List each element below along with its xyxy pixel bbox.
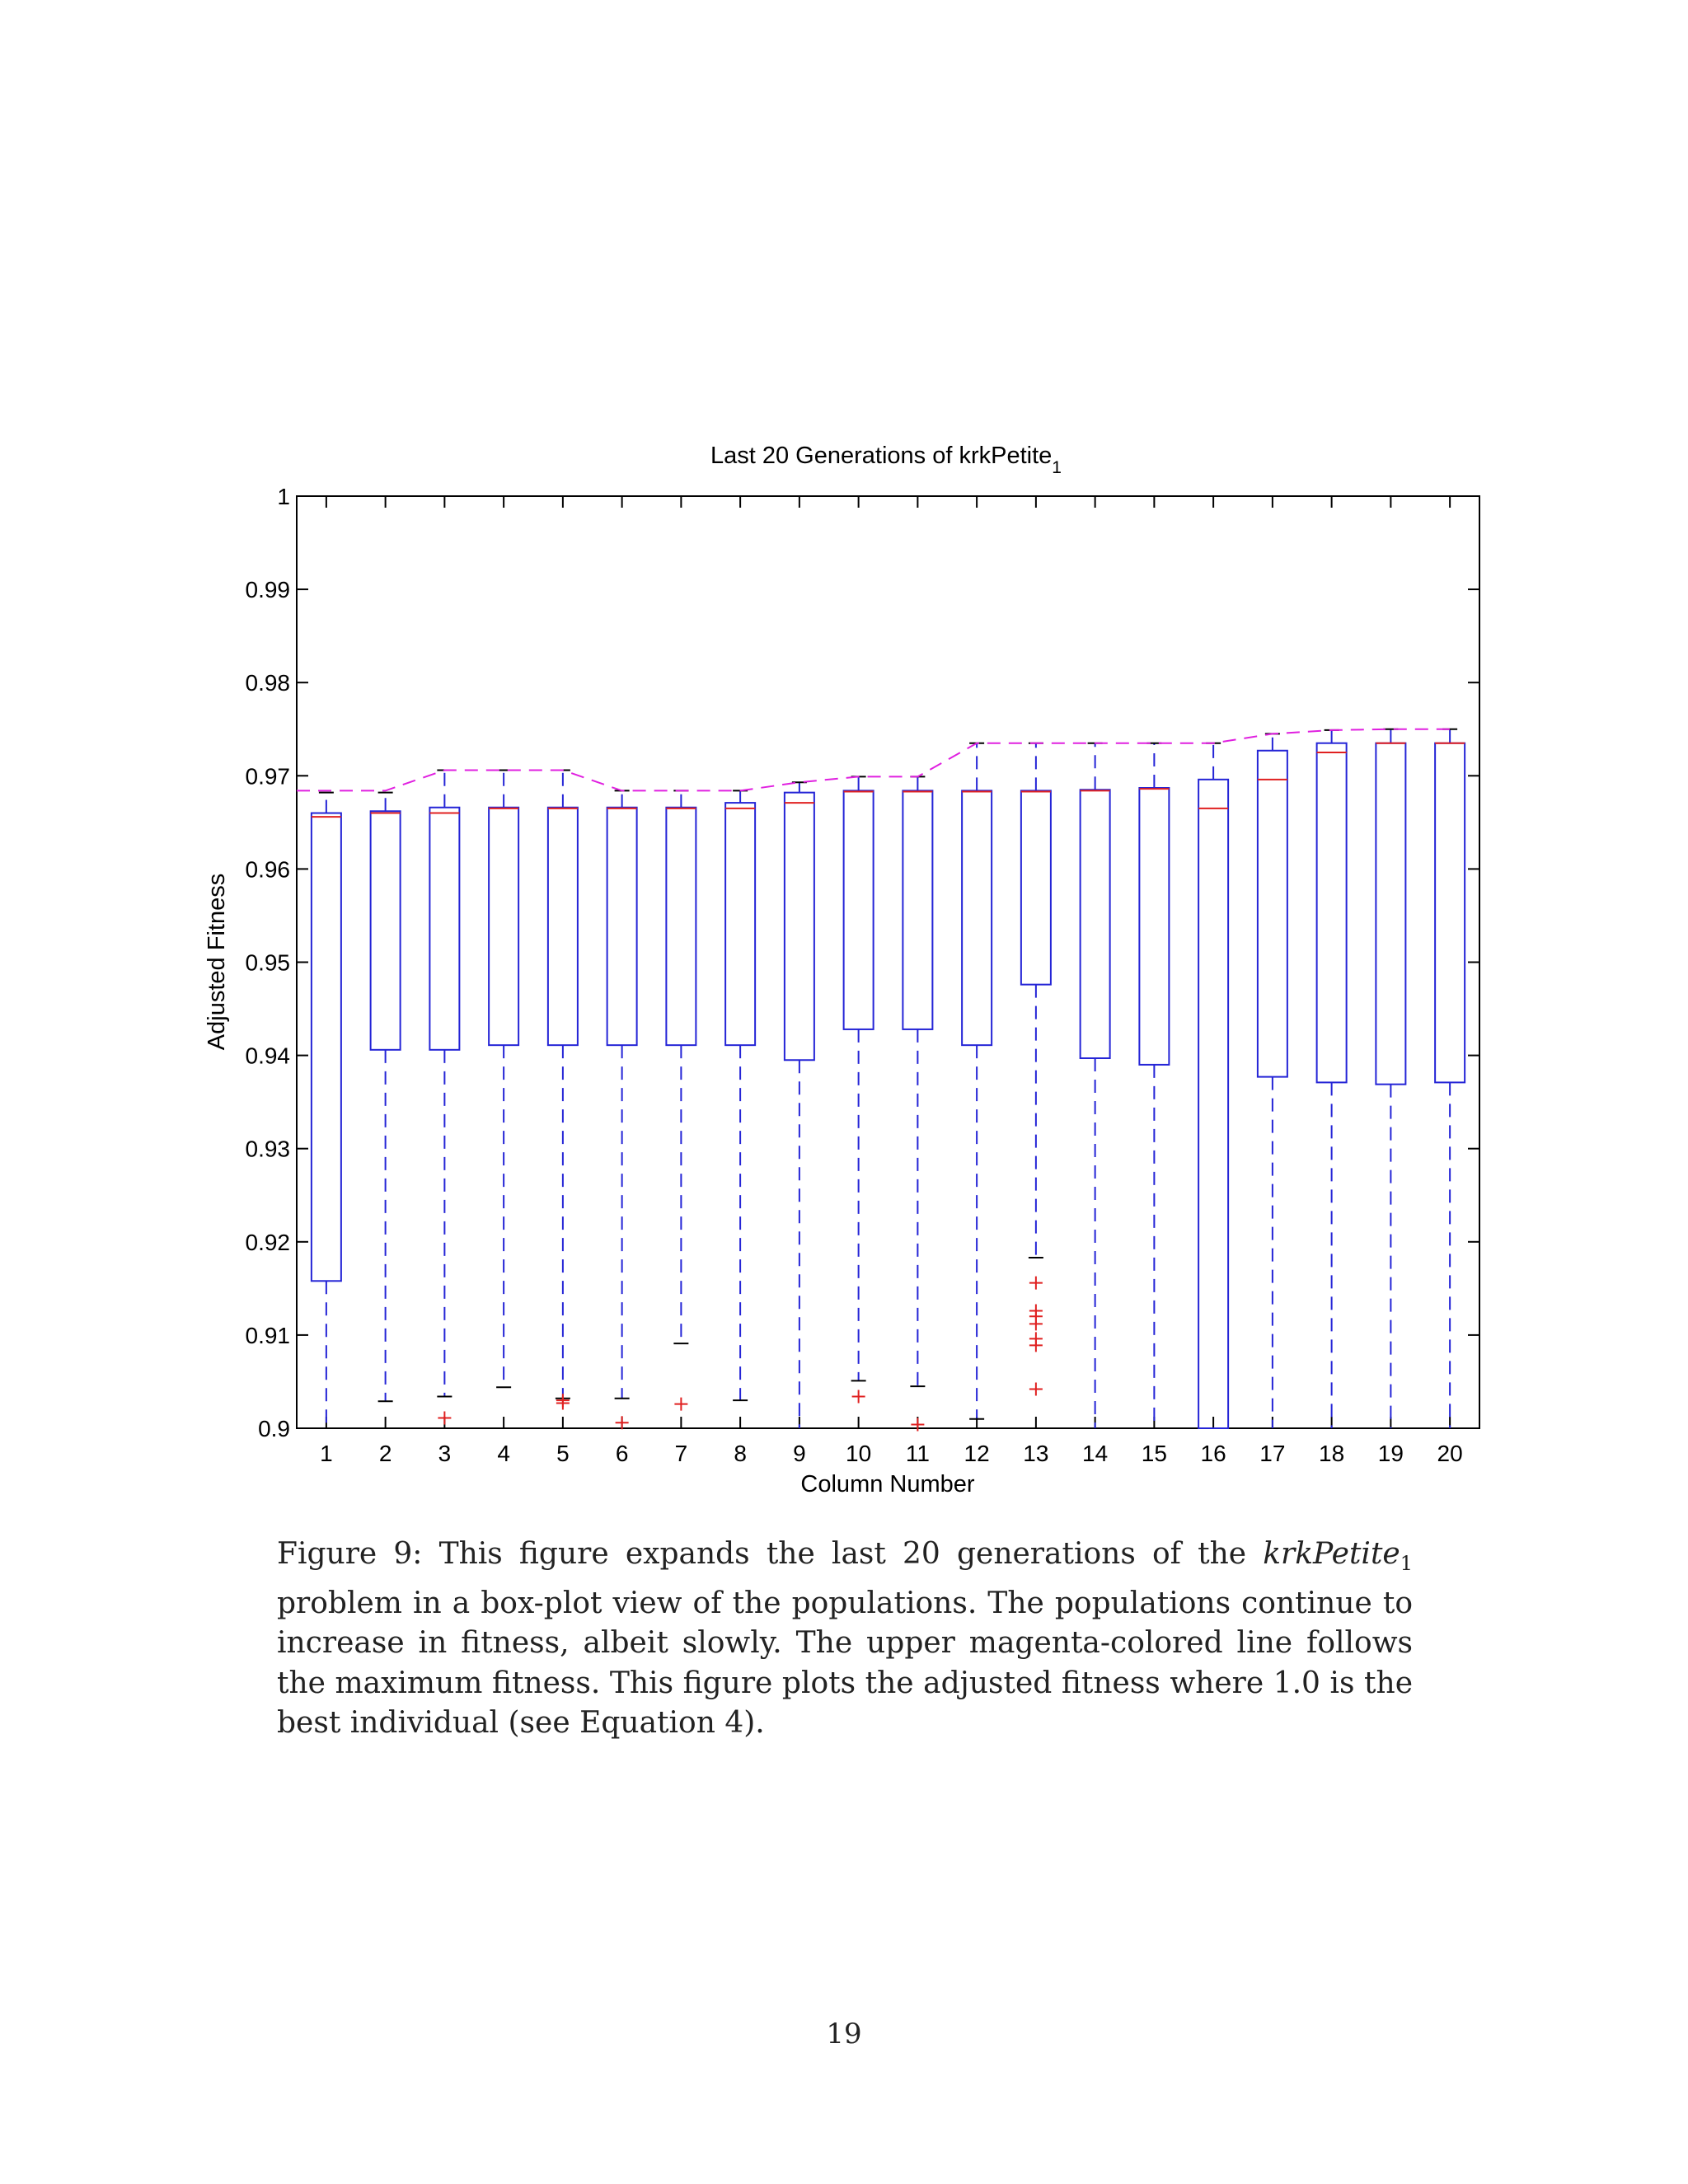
caption-rest: problem in a box-plot view of the populations. The populations continue to increase in fitness, albeit slowly. The upper magenta-colored line follows the maximum fitness. This figure plots the adjusted fitness where 1.0 is the best individual (see Equation 4). (277, 1586, 1413, 1741)
x-tick-label: 16 (1200, 1441, 1226, 1466)
caption-math-name: krkPetite$_1$ (1263, 1537, 1413, 1576)
x-tick-label: 11 (905, 1441, 930, 1466)
y-tick-label: 1 (277, 484, 290, 509)
x-tick-label: 5 (556, 1441, 570, 1466)
y-axis-label: Adjusted Fitness (204, 873, 230, 1051)
x-tick-label: 12 (964, 1441, 990, 1466)
x-tick-label: 17 (1259, 1441, 1286, 1466)
box (1139, 788, 1169, 1065)
y-tick-label: 0.96 (245, 856, 290, 883)
max-fitness-line (297, 729, 1450, 791)
y-tick-label: 0.97 (245, 763, 290, 790)
x-tick-label: 20 (1437, 1441, 1463, 1466)
box (666, 808, 696, 1045)
page-number: 19 (826, 2018, 862, 2050)
caption-math-subscript: 1 (1400, 1552, 1413, 1576)
plot-area (246, 484, 1480, 1466)
box (607, 808, 637, 1045)
outlier-marker (674, 1398, 687, 1411)
outlier-marker (1029, 1382, 1043, 1395)
x-tick-label: 2 (378, 1441, 392, 1466)
x-tick-label: 4 (497, 1441, 510, 1466)
box (725, 803, 755, 1045)
outlier-marker (911, 1418, 924, 1431)
box (1435, 743, 1465, 1083)
x-tick-label: 7 (674, 1441, 688, 1466)
outlier-marker (1029, 1317, 1043, 1330)
y-tick-label: 0.95 (245, 949, 290, 976)
x-tick-label: 8 (734, 1441, 747, 1466)
box (429, 808, 459, 1050)
x-axis-label: Column Number (800, 1471, 975, 1497)
x-tick-label: 6 (615, 1441, 629, 1466)
y-tick-label: 0.98 (245, 670, 290, 696)
x-tick-label: 1 (320, 1441, 333, 1466)
box (844, 790, 874, 1029)
box (312, 813, 341, 1282)
outlier-marker (1029, 1338, 1043, 1352)
box (1198, 780, 1228, 1428)
box (371, 811, 401, 1050)
y-tick-label: 0.94 (245, 1043, 290, 1069)
x-tick-label: 18 (1319, 1441, 1345, 1466)
box (903, 790, 932, 1029)
figure-caption (277, 1535, 1413, 1744)
x-tick-label: 9 (793, 1441, 806, 1466)
x-tick-label: 15 (1141, 1441, 1167, 1466)
chart-title (710, 443, 1062, 477)
outlier-marker (616, 1416, 629, 1429)
y-tick-label: 0.93 (245, 1136, 290, 1162)
box (1258, 751, 1287, 1077)
outlier-marker (1029, 1277, 1043, 1290)
outlier-marker (438, 1412, 451, 1425)
y-tick-label: 0.9 (258, 1416, 290, 1441)
box (1376, 743, 1405, 1085)
box (548, 808, 578, 1045)
x-tick-label: 19 (1377, 1441, 1404, 1466)
y-tick-label: 0.92 (245, 1229, 290, 1255)
box (962, 790, 992, 1045)
chart-title-subscript: 1 (1052, 458, 1062, 477)
box (1081, 790, 1110, 1058)
box (1317, 743, 1347, 1083)
box (1021, 790, 1051, 984)
x-tick-label: 14 (1082, 1441, 1109, 1466)
chart-title-text: Last 20 Generations of krkPetite (710, 443, 1053, 469)
axes-frame (297, 496, 1479, 1428)
caption-lead: Figure 9: This figure expands the last 20 generations of the (277, 1537, 1264, 1571)
x-tick-label: 13 (1023, 1441, 1049, 1466)
outlier-marker (852, 1390, 865, 1404)
x-tick-label: 10 (846, 1441, 872, 1466)
y-tick-label: 0.99 (245, 577, 290, 603)
box (489, 808, 518, 1045)
x-tick-label: 3 (438, 1441, 452, 1466)
box (785, 793, 814, 1061)
y-tick-label: 0.91 (245, 1322, 290, 1348)
